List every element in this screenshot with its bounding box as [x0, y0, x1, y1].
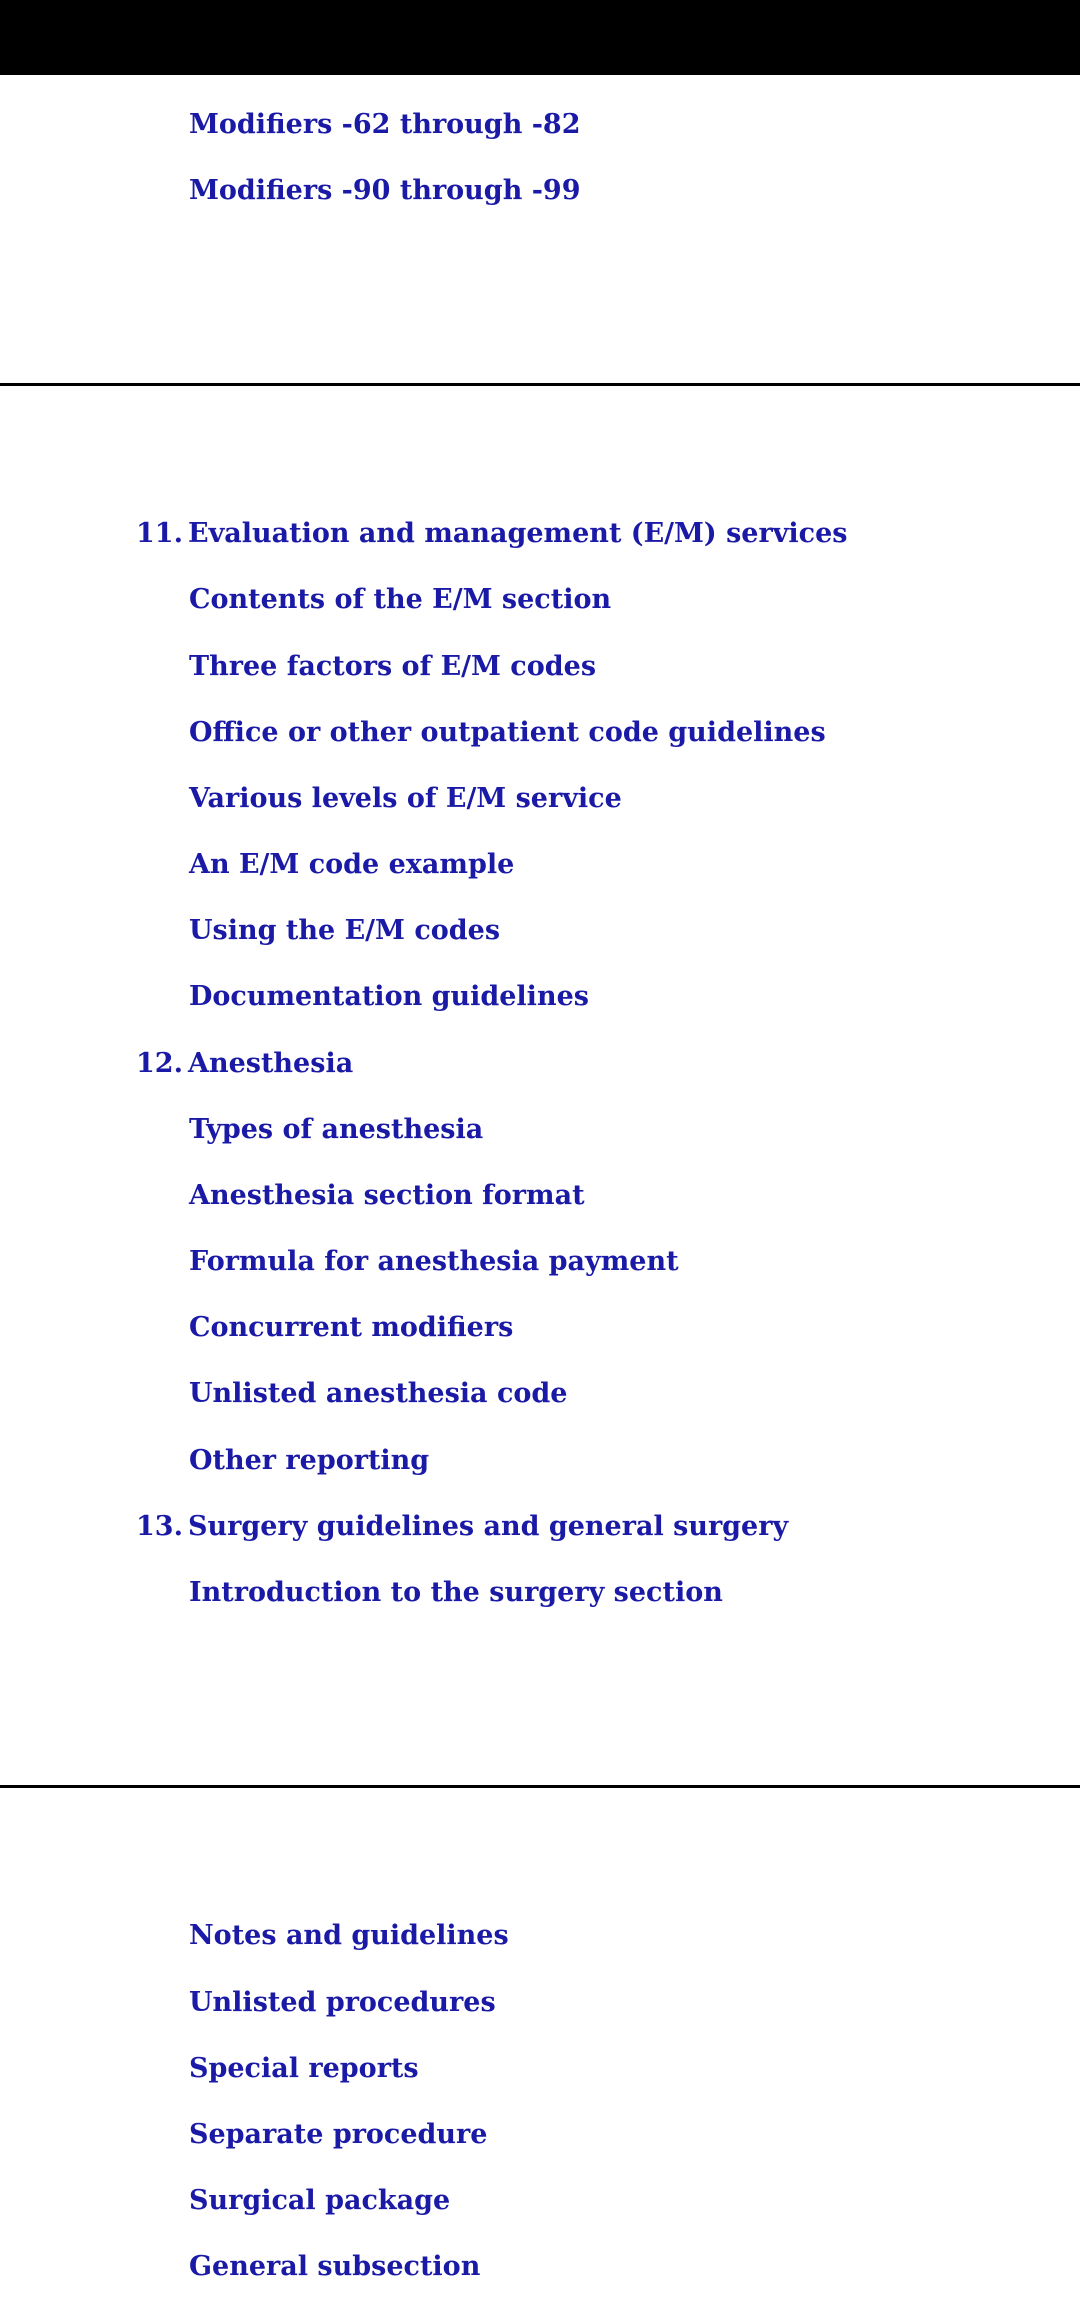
toc-item-em-code-example[interactable]: An E/M code example	[189, 849, 515, 880]
chapter-title: Evaluation and management (E/M) services	[188, 518, 848, 549]
toc-chapter-12[interactable]	[136, 1047, 353, 1081]
toc-item-separate-procedure[interactable]: Separate procedure	[189, 2119, 488, 2150]
toc-item-levels-em-service[interactable]: Various levels of E/M service	[189, 783, 622, 814]
chapter-number: 11.	[136, 518, 183, 549]
toc-item-notes-guidelines[interactable]: Notes and guidelines	[189, 1920, 509, 1951]
top-black-bar	[0, 0, 1080, 75]
toc-item-types-anesthesia[interactable]: Types of anesthesia	[189, 1114, 484, 1145]
toc-item-special-reports[interactable]: Special reports	[189, 2053, 419, 2084]
toc-item-intro-surgery-section[interactable]: Introduction to the surgery section	[189, 1577, 723, 1608]
toc-item-modifiers-90-99[interactable]: Modifiers -90 through -99	[189, 175, 581, 206]
toc-item-other-reporting[interactable]: Other reporting	[189, 1445, 430, 1476]
toc-item-modifiers-62-82[interactable]: Modifiers -62 through -82	[189, 109, 581, 140]
chapter-number: 12.	[136, 1048, 183, 1079]
toc-item-concurrent-modifiers[interactable]: Concurrent modifiers	[189, 1312, 514, 1343]
toc-item-general-subsection[interactable]: General subsection	[189, 2251, 481, 2282]
chapter-number: 13.	[136, 1511, 183, 1542]
toc-item-unlisted-anesthesia-code[interactable]: Unlisted anesthesia code	[189, 1378, 568, 1409]
toc-item-anesthesia-payment-formula[interactable]: Formula for anesthesia payment	[189, 1246, 679, 1277]
chapter-title: Anesthesia	[188, 1048, 354, 1079]
toc-item-using-em-codes[interactable]: Using the E/M codes	[189, 915, 501, 946]
page-divider	[0, 383, 1080, 386]
toc-item-unlisted-procedures[interactable]: Unlisted procedures	[189, 1987, 496, 2018]
chapter-title: Surgery guidelines and general surgery	[188, 1511, 789, 1542]
toc-item-anesthesia-section-format[interactable]: Anesthesia section format	[189, 1180, 585, 1211]
toc-item-documentation-guidelines[interactable]: Documentation guidelines	[189, 981, 589, 1012]
toc-item-contents-em-section[interactable]: Contents of the E/M section	[189, 584, 612, 615]
page-divider	[0, 1785, 1080, 1788]
toc-item-surgical-package[interactable]: Surgical package	[189, 2185, 451, 2216]
toc-item-three-factors-em[interactable]: Three factors of E/M codes	[189, 651, 597, 682]
toc-chapter-13[interactable]	[136, 1510, 788, 1544]
toc-item-office-outpatient-guidelines[interactable]: Office or other outpatient code guidelines	[189, 717, 826, 748]
toc-chapter-11[interactable]	[136, 517, 847, 551]
